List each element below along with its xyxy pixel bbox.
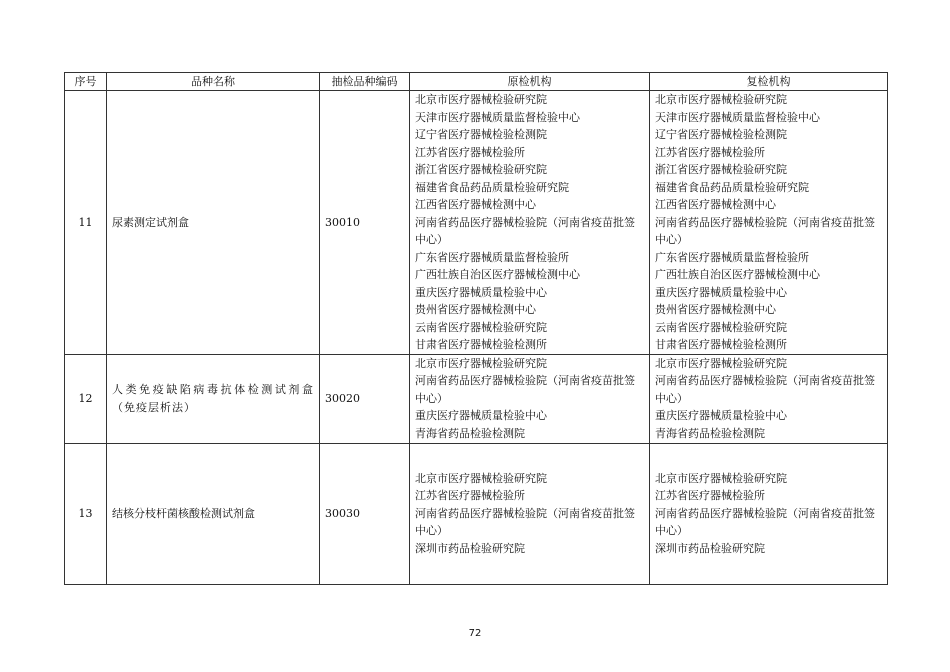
org-item: 北京市医疗器械检验研究院 xyxy=(415,471,547,485)
row-seq: 13 xyxy=(65,443,107,584)
org-item: 江苏省医疗器械检验所 xyxy=(415,489,525,502)
org-item: 广西壮族自治区医疗器械检测中心 xyxy=(655,268,820,281)
org-item: 广东省医疗器械质量监督检验所 xyxy=(655,250,809,264)
org-item: 河南省药品医疗器械检验院（河南省疫苗批签中心） xyxy=(415,374,635,405)
org-item: 北京市医疗器械检验研究院 xyxy=(655,471,787,485)
header-row xyxy=(65,73,888,91)
org-item: 甘肃省医疗器械检验检测所 xyxy=(655,338,787,351)
org-item: 江苏省医疗器械检验所 xyxy=(415,145,525,159)
org-item: 河南省药品医疗器械检验院（河南省疫苗批签中心） xyxy=(655,374,875,405)
org-item: 深圳市药品检验研究院 xyxy=(655,541,765,555)
table-row xyxy=(65,91,888,355)
org-item: 青海省药品检验检测院 xyxy=(655,426,765,440)
page-number: 72 xyxy=(468,628,482,639)
org-item: 北京市医疗器械检验研究院 xyxy=(655,93,787,106)
row-code: 30010 xyxy=(320,91,410,355)
row-product-name: 结核分枝杆菌核酸检测试剂盒 xyxy=(107,443,320,584)
org-item: 北京市医疗器械检验研究院 xyxy=(655,356,787,370)
header-code: 抽检品种编码 xyxy=(320,73,410,91)
table-row xyxy=(65,443,888,584)
row-original-orgs xyxy=(410,354,650,443)
org-item: 浙江省医疗器械检验研究院 xyxy=(655,163,787,176)
row-recheck-orgs xyxy=(650,91,888,355)
org-item: 北京市医疗器械检验研究院 xyxy=(415,356,547,370)
org-item: 重庆医疗器械质量检验中心 xyxy=(415,285,547,299)
org-item: 河南省药品医疗器械检验院（河南省疫苗批签中心） xyxy=(655,215,875,246)
org-item: 深圳市药品检验研究院 xyxy=(415,541,525,555)
org-item: 广东省医疗器械质量监督检验所 xyxy=(415,250,569,264)
org-item: 福建省食品药品质量检验研究院 xyxy=(415,180,569,194)
row-recheck-orgs xyxy=(650,354,888,443)
org-item: 福建省食品药品质量检验研究院 xyxy=(655,180,809,194)
header-seq: 序号 xyxy=(65,73,107,91)
inspection-table xyxy=(64,72,888,585)
row-code: 30030 xyxy=(320,443,410,584)
row-original-orgs xyxy=(410,443,650,584)
org-item: 北京市医疗器械检验研究院 xyxy=(415,93,547,106)
org-item: 江西省医疗器械检测中心 xyxy=(655,198,776,211)
header-recheck-org: 复检机构 xyxy=(650,73,888,91)
org-item: 浙江省医疗器械检验研究院 xyxy=(415,163,547,176)
org-item: 天津市医疗器械质量监督检验中心 xyxy=(655,110,820,124)
org-item: 青海省药品检验检测院 xyxy=(415,426,525,440)
row-product-name: 人类免疫缺陷病毒抗体检测试剂盒（免疫层析法） xyxy=(107,354,320,443)
org-item: 河南省药品医疗器械检验院（河南省疫苗批签中心） xyxy=(415,506,635,537)
header-original-org: 原检机构 xyxy=(410,73,650,91)
header-name: 品种名称 xyxy=(107,73,320,91)
org-item: 江西省医疗器械检测中心 xyxy=(415,198,536,211)
org-item: 河南省药品医疗器械检验院（河南省疫苗批签中心） xyxy=(415,215,635,246)
row-product-name: 尿素测定试剂盒 xyxy=(107,91,320,355)
org-item: 甘肃省医疗器械检验检测所 xyxy=(415,338,547,351)
row-seq: 11 xyxy=(65,91,107,355)
org-item: 贵州省医疗器械检测中心 xyxy=(655,303,776,316)
org-item: 天津市医疗器械质量监督检验中心 xyxy=(415,110,580,124)
org-item: 重庆医疗器械质量检验中心 xyxy=(655,409,787,422)
row-code: 30020 xyxy=(320,354,410,443)
org-item: 广西壮族自治区医疗器械检测中心 xyxy=(415,268,580,281)
org-item: 辽宁省医疗器械检验检测院 xyxy=(655,128,787,141)
org-item: 重庆医疗器械质量检验中心 xyxy=(415,409,547,422)
org-item: 河南省药品医疗器械检验院（河南省疫苗批签中心） xyxy=(655,506,875,537)
org-item: 江苏省医疗器械检验所 xyxy=(655,145,765,159)
org-item: 贵州省医疗器械检测中心 xyxy=(415,303,536,316)
table-row xyxy=(65,354,888,443)
org-item: 重庆医疗器械质量检验中心 xyxy=(655,285,787,299)
org-item: 江苏省医疗器械检验所 xyxy=(655,489,765,502)
org-item: 云南省医疗器械检验研究院 xyxy=(415,320,547,334)
org-item: 云南省医疗器械检验研究院 xyxy=(655,320,787,334)
row-original-orgs xyxy=(410,91,650,355)
org-item: 辽宁省医疗器械检验检测院 xyxy=(415,128,547,141)
row-seq: 12 xyxy=(65,354,107,443)
row-recheck-orgs xyxy=(650,443,888,584)
